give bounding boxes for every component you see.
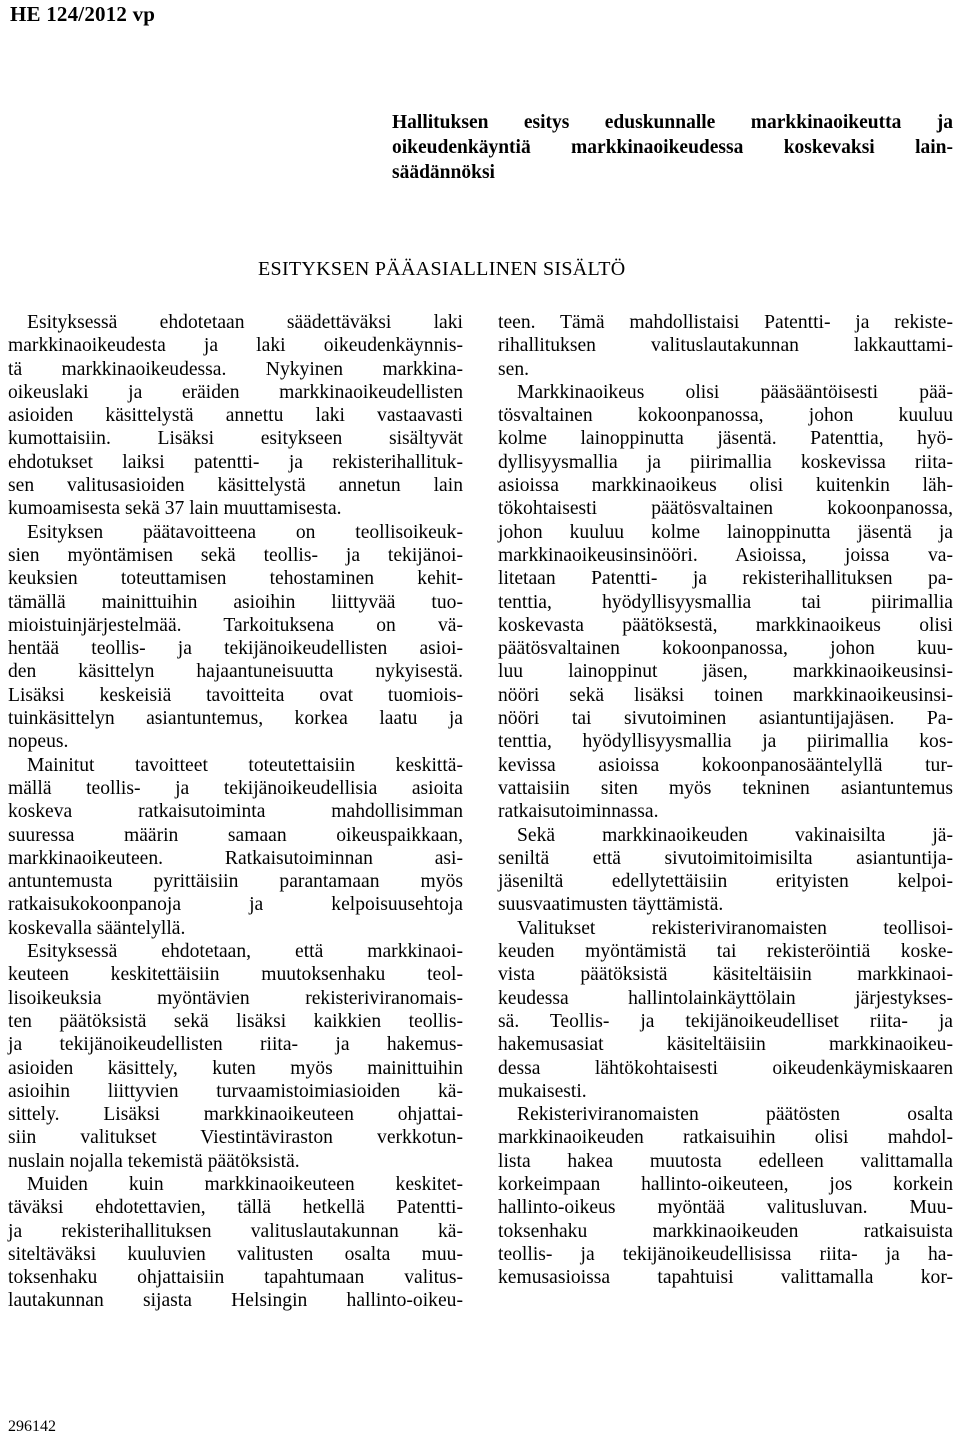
text-line: mukaisesti. bbox=[498, 1080, 587, 1102]
text-line: lisoikeuksia myöntävien rekisteriviranomais- bbox=[8, 987, 463, 1009]
text-line: korkeimpaan hallinto-oikeuteen, jos korkein bbox=[498, 1173, 953, 1195]
text-line: tenttia, hyödyllisyysmallia ja piirimallia kos- bbox=[498, 731, 953, 753]
text-line: mioistuinjärjestelmää. Tarkoituksena on vä- bbox=[8, 614, 463, 636]
text-line: Sekä markkinaoikeuden vakinaisilta jä- bbox=[517, 824, 953, 846]
text-line: sien myöntämisen sekä teollis- ja tekijänoi- bbox=[8, 544, 463, 566]
text-line: asioihin liittyvien turvaamistoimiasioiden kä- bbox=[8, 1080, 463, 1102]
text-line: ratkaisutoiminnassa. bbox=[498, 801, 659, 823]
text-line: Esityksen päätavoitteena on teollisoikeuk- bbox=[27, 521, 463, 543]
text-line: Mainitut tavoitteet toteutettaisiin keskittä- bbox=[27, 754, 463, 776]
text-line: ratkaisukokoonpanoja ja kelpoisuusehtoja bbox=[8, 894, 463, 916]
text-line: koskeva ratkaisutoiminta mahdollisimman bbox=[8, 801, 463, 823]
text-line: vattaisiin siten myös tekninen asiantuntemus bbox=[498, 777, 953, 799]
text-line: kevissa asioissa kokoonpanosääntelyllä tur- bbox=[498, 754, 953, 776]
text-line: keuden myöntämistä tai rekisteröintiä koske- bbox=[498, 941, 953, 963]
text-line: Esityksessä ehdotetaan säädettäväksi laki bbox=[27, 312, 463, 333]
text-line: markkinaoikeusinsinööri. Asioissa, joissa va- bbox=[498, 544, 953, 566]
text-line: Rekisteriviranomaisten päätösten osalta bbox=[517, 1104, 953, 1126]
text-line: markkinaoikeuteen. Ratkaisutoiminnan asi- bbox=[8, 847, 463, 869]
title-line: Hallituksen esitys eduskunnalle markkinaoikeutta ja bbox=[392, 112, 953, 133]
page-number: 296142 bbox=[8, 1418, 56, 1435]
text-line: litetaan Patentti- ja rekisterihallituksen pa- bbox=[498, 568, 953, 590]
text-line: siteltäväksi kuuluvien valitusten osalta muu- bbox=[8, 1243, 463, 1265]
text-line: ten päätöksistä sekä lisäksi kaikkien teollis- bbox=[8, 1010, 463, 1032]
text-line: kumoamisesta sekä 37 lain muuttamisesta. bbox=[8, 498, 342, 520]
text-line: antuntemusta pyrittäisiin parantamaan myös bbox=[8, 871, 463, 893]
text-line: vista päätöksistä käsiteltäisiin markkinaoi- bbox=[498, 964, 953, 986]
text-line: toksenhaku markkinaoikeuden ratkaisuista bbox=[498, 1220, 953, 1242]
text-line: nopeus. bbox=[8, 731, 69, 753]
text-line: asioiden käsittely, kuten myös mainittuihin bbox=[8, 1057, 463, 1079]
text-line: kolme lainoppinutta jäsentä. Patenttia, hyö- bbox=[498, 428, 953, 450]
text-line: kemusasioissa tapahtuisi valittamalla kor- bbox=[498, 1267, 953, 1289]
text-line: nööri sekä lisäksi toinen markkinaoikeusinsi- bbox=[498, 684, 953, 706]
text-line: Muiden kuin markkinaoikeuteen keskitet- bbox=[27, 1173, 463, 1195]
text-line: lautakunnan sijasta Helsingin hallinto-oikeu- bbox=[8, 1290, 463, 1312]
text-line: koskevalla sääntelyllä. bbox=[8, 917, 186, 939]
title-line: säädännöksi bbox=[392, 162, 495, 183]
text-line: sen valitusasioiden käsittelystä annetun lain bbox=[8, 475, 463, 497]
text-line: hallinto-oikeus myöntää valitusluvan. Muu- bbox=[498, 1197, 953, 1219]
text-line: hakemusasiat käsiteltäisiin markkinaoikeu- bbox=[498, 1034, 953, 1056]
text-line: tenttia, hyödyllisyysmallia tai piirimallia bbox=[498, 591, 953, 613]
text-line: Esityksessä ehdotetaan, että markkinaoi- bbox=[27, 941, 463, 963]
text-line: dyllisyysmallia ja piirimallia koskevissa riita- bbox=[498, 451, 953, 473]
text-line: asioissa markkinaoikeus olisi kuitenkin läh- bbox=[498, 475, 953, 497]
text-line: teollis- ja tekijänoikeudellisissa riita- ja ha- bbox=[498, 1243, 953, 1265]
text-line: Markkinaoikeus olisi pääsääntöisesti pää- bbox=[517, 381, 953, 403]
text-line: keudessa hallintolainkäyttölain järjestykses- bbox=[498, 987, 953, 1009]
text-line: keuksien toteuttamisen tehostaminen kehit- bbox=[8, 568, 463, 590]
text-line: päätösvaltainen kokoonpanossa, johon kuu- bbox=[498, 638, 953, 660]
text-line: den käsittelyn hajaantuneisuutta nykyisestä. bbox=[8, 661, 463, 683]
text-line: markkinaoikeuden ratkaisuihin olisi mahdol- bbox=[498, 1127, 953, 1149]
text-line: teen. Tämä mahdollistaisi Patentti- ja rekiste- bbox=[498, 312, 953, 333]
text-line: oikeuslaki ja eräiden markkinaoikeudellisten bbox=[8, 381, 463, 403]
text-line: nuslain nojalla tekemistä päätöksistä. bbox=[8, 1150, 300, 1172]
text-line: Lisäksi keskeisiä tavoitteita ovat tuomiois- bbox=[8, 684, 463, 706]
text-line: kumottaisiin. Lisäksi esitykseen sisältyvät bbox=[8, 428, 463, 450]
text-line: sittely. Lisäksi markkinaoikeuteen ohjattai- bbox=[8, 1104, 463, 1126]
text-line: täväksi ehdotettavien, tällä hetkellä Patentti- bbox=[8, 1197, 463, 1219]
right-text-column bbox=[498, 311, 953, 1289]
text-line: asioiden käsittelystä annettu laki vastaavasti bbox=[8, 405, 463, 427]
text-line: suusvaatimusten täyttämistä. bbox=[498, 894, 724, 916]
text-line: tökohtaisesti päätösvaltainen kokoonpanossa, bbox=[498, 498, 953, 520]
text-line: dessa lähtökohtaisesti oikeudenkäymiskaaren bbox=[498, 1057, 953, 1079]
text-line: lista hakea muutosta edelleen valittamalla bbox=[498, 1150, 953, 1172]
document-title bbox=[392, 110, 953, 185]
text-line: ja rekisterihallituksen valituslautakunnan kä- bbox=[8, 1220, 463, 1242]
text-line: koskevasta päätöksestä, markkinaoikeus olisi bbox=[498, 614, 953, 636]
document-id: HE 124/2012 vp bbox=[10, 2, 156, 26]
text-line: siin valitukset Viestintäviraston verkkotun- bbox=[8, 1127, 463, 1149]
text-line: ja tekijänoikeudellisten riita- ja hakemus- bbox=[8, 1034, 463, 1056]
section-heading: ESITYKSEN PÄÄASIALLINEN SISÄLTÖ bbox=[258, 258, 626, 280]
text-line: tämällä mainittuihin asioihin liittyvää tuo- bbox=[8, 591, 463, 613]
text-line: luu lainoppinut jäsen, markkinaoikeusinsi- bbox=[498, 661, 953, 683]
text-line: tuinkäsittelyn asiantuntemus, korkea laatu ja bbox=[8, 708, 463, 730]
text-line: Valitukset rekisteriviranomaisten teollisoi- bbox=[517, 917, 953, 939]
text-line: johon kuuluu kolme lainoppinutta jäsentä ja bbox=[498, 521, 953, 543]
text-line: nööri tai sivutoiminen asiantuntijajäsen. Pa- bbox=[498, 708, 953, 730]
text-line: toksenhaku ohjattaisiin tapahtumaan valitus- bbox=[8, 1267, 463, 1289]
text-line: markkinaoikeudesta ja laki oikeudenkäynnis- bbox=[8, 335, 463, 357]
text-line: jäseniltä edellytettäisiin erityisten kelpoi- bbox=[498, 871, 953, 893]
text-line: sen. bbox=[498, 358, 530, 380]
text-line: hentää teollis- ja tekijänoikeudellisten asioi- bbox=[8, 638, 463, 660]
text-line: ehdotukset laiksi patentti- ja rekisterihallituk- bbox=[8, 451, 463, 473]
left-text-column bbox=[8, 311, 463, 1313]
text-line: keuteen keskitettäisiin muutoksenhaku teol- bbox=[8, 964, 463, 986]
text-line: rihallituksen valituslautakunnan lakkauttami- bbox=[498, 335, 953, 357]
text-line: tösvaltainen kokoonpanossa, johon kuuluu bbox=[498, 405, 953, 427]
title-line: oikeudenkäyntiä markkinaoikeudessa koskevaksi lain- bbox=[392, 137, 953, 158]
text-line: sä. Teollis- ja tekijänoikeudelliset riita- ja bbox=[498, 1010, 953, 1032]
text-line: mällä teollis- ja tekijänoikeudellisia asioita bbox=[8, 777, 463, 799]
text-line: suuressa määrin samaan oikeuspaikkaan, bbox=[8, 824, 463, 846]
text-line: tä markkinaoikeudessa. Nykyinen markkina- bbox=[8, 358, 463, 380]
text-line: seniltä että sivutoimitoimisilta asiantuntija- bbox=[498, 847, 953, 869]
